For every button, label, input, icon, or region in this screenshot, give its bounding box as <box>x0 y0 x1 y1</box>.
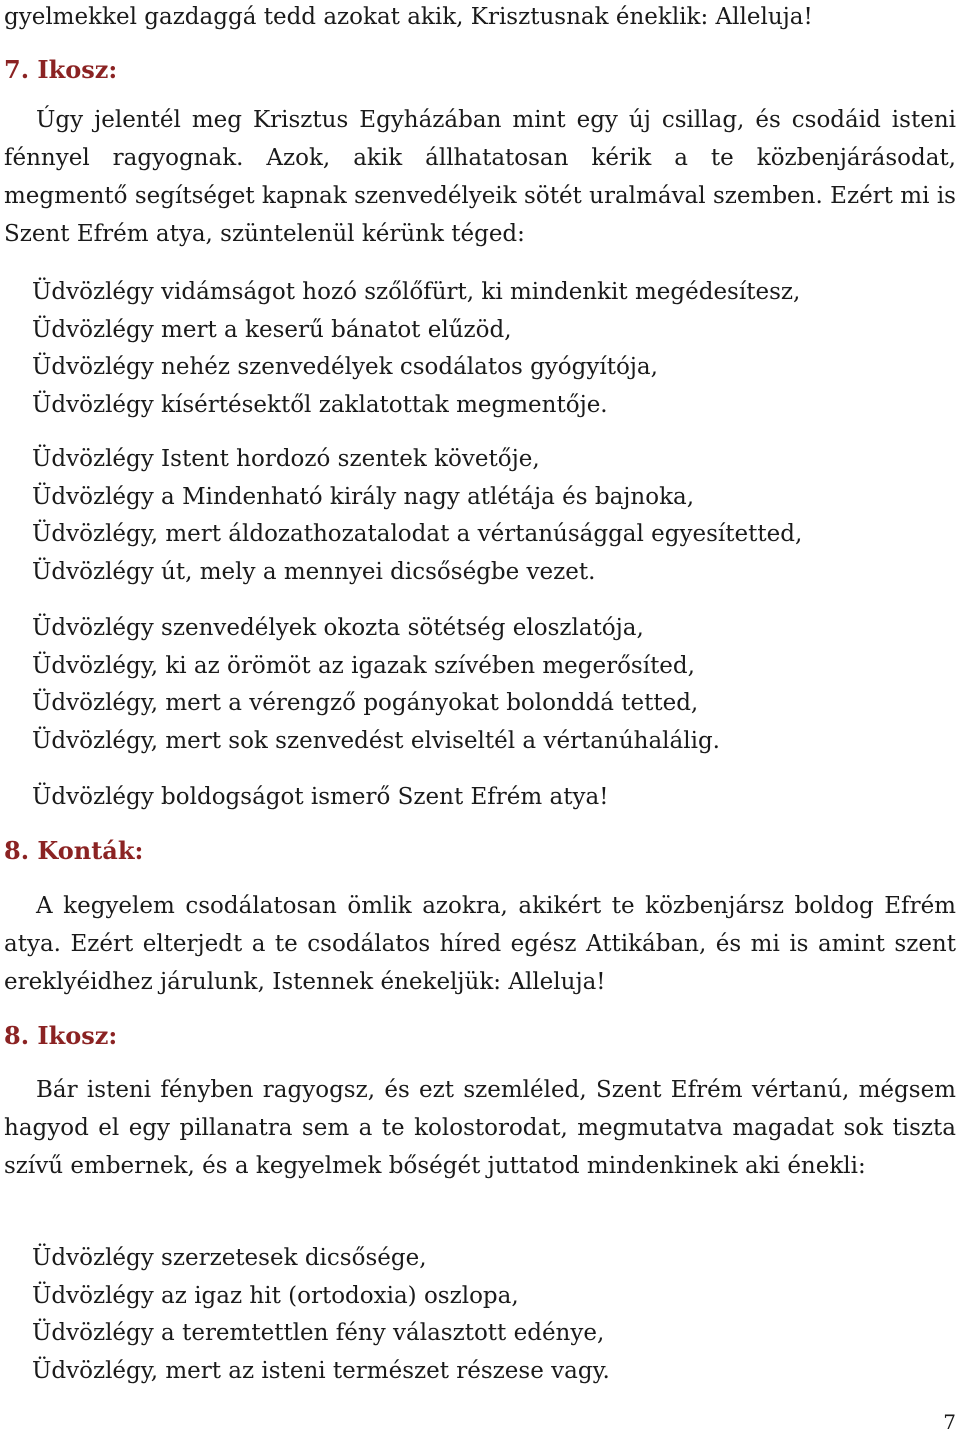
stanza-line: Üdvözlégy szenvedélyek okozta sötétség eloszlatója, <box>32 615 644 641</box>
section-heading-ikosz-8: 8. Ikosz: <box>4 1021 118 1050</box>
stanza-line: Üdvözlégy út, mely a mennyei dicsőségbe vezet. <box>32 558 596 585</box>
ikosz-7-stanza-3 <box>32 610 720 760</box>
stanza-line: Üdvözlégy mert a keserű bánatot elűzöd, <box>32 316 512 343</box>
stanza-line: Üdvözlégy az igaz hit (ortodoxia) oszlopa, <box>32 1282 519 1309</box>
ikosz-8-paragraph: Bár isteni fényben ragyogsz, és ezt szemléled, Szent Efrém vértanú, mégsem hagyod el egy pillanatra sem a te kolostorodat, megmutatva magadat sok tiszta szívű embernek, és a kegyelmek bőségét juttatod mindenkinek aki énekli: <box>4 1077 956 1179</box>
stanza-line: Üdvözlégy, mert áldozathozatalodat a vértanúsággal egyesítetted, <box>32 521 803 547</box>
stanza-line: Üdvözlégy a Mindenható király nagy atlétája és bajnoka, <box>32 483 695 510</box>
ikosz-7-stanza-1 <box>32 274 800 424</box>
section-heading-kontak-8: 8. Konták: <box>4 836 144 865</box>
page-number: 7 <box>943 1410 956 1434</box>
stanza-line: Üdvözlégy vidámságot hozó szőlőfürt, ki mindenkit megédesítesz, <box>32 279 801 305</box>
stanza-line: Üdvözlégy nehéz szenvedélyek csodálatos gyógyítója, <box>32 354 658 380</box>
stanza-line: Üdvözlégy a teremtettlen fény választott edénye, <box>32 1320 605 1346</box>
ikosz-8-stanza <box>32 1240 610 1390</box>
stanza-line: Üdvözlégy kísértésektől zaklatottak megmentője. <box>32 391 608 418</box>
intro-line: gyelmekkel gazdaggá tedd azokat akik, Krisztusnak éneklik: Alleluja! <box>4 4 813 30</box>
stanza-line: Üdvözlégy szerzetesek dicsősége, <box>32 1245 427 1271</box>
ikosz-7-paragraph: Úgy jelentél meg Krisztus Egyházában mint egy új csillag, és csodáid isteni fénnyel ragyognak. Azok, akik állhatatosan kérik a te közbenjárásodat, megmentő segítséget kapnak szenvedélyeik sötét uralmával szemben. Ezért mi is Szent Efrém atya, szüntelenül kérünk téged: <box>4 107 956 247</box>
stanza-line: Üdvözlégy Istent hordozó szentek követője, <box>32 446 540 472</box>
section-heading-ikosz-7: 7. Ikosz: <box>4 55 118 84</box>
stanza-line: Üdvözlégy, ki az örömöt az igazak szívében megerősíted, <box>32 652 695 679</box>
ikosz-7-closing: Üdvözlégy boldogságot ismerő Szent Efrém atya! <box>32 784 609 810</box>
stanza-line: Üdvözlégy, mert az isteni természet részese vagy. <box>32 1357 610 1384</box>
kontak-8-paragraph: A kegyelem csodálatosan ömlik azokra, akikért te közbenjársz boldog Efrém atya. Ezért elterjedt a te csodálatos híred egész Attikában, és mi is amint szent ereklyéidhez járulunk, Istennek énekeljük: Alleluja! <box>4 893 956 995</box>
stanza-line: Üdvözlégy, mert sok szenvedést elviseltél a vértanúhalálig. <box>32 727 720 754</box>
stanza-line: Üdvözlégy, mert a vérengző pogányokat bolonddá tetted, <box>32 690 699 716</box>
ikosz-7-stanza-2 <box>32 441 802 591</box>
